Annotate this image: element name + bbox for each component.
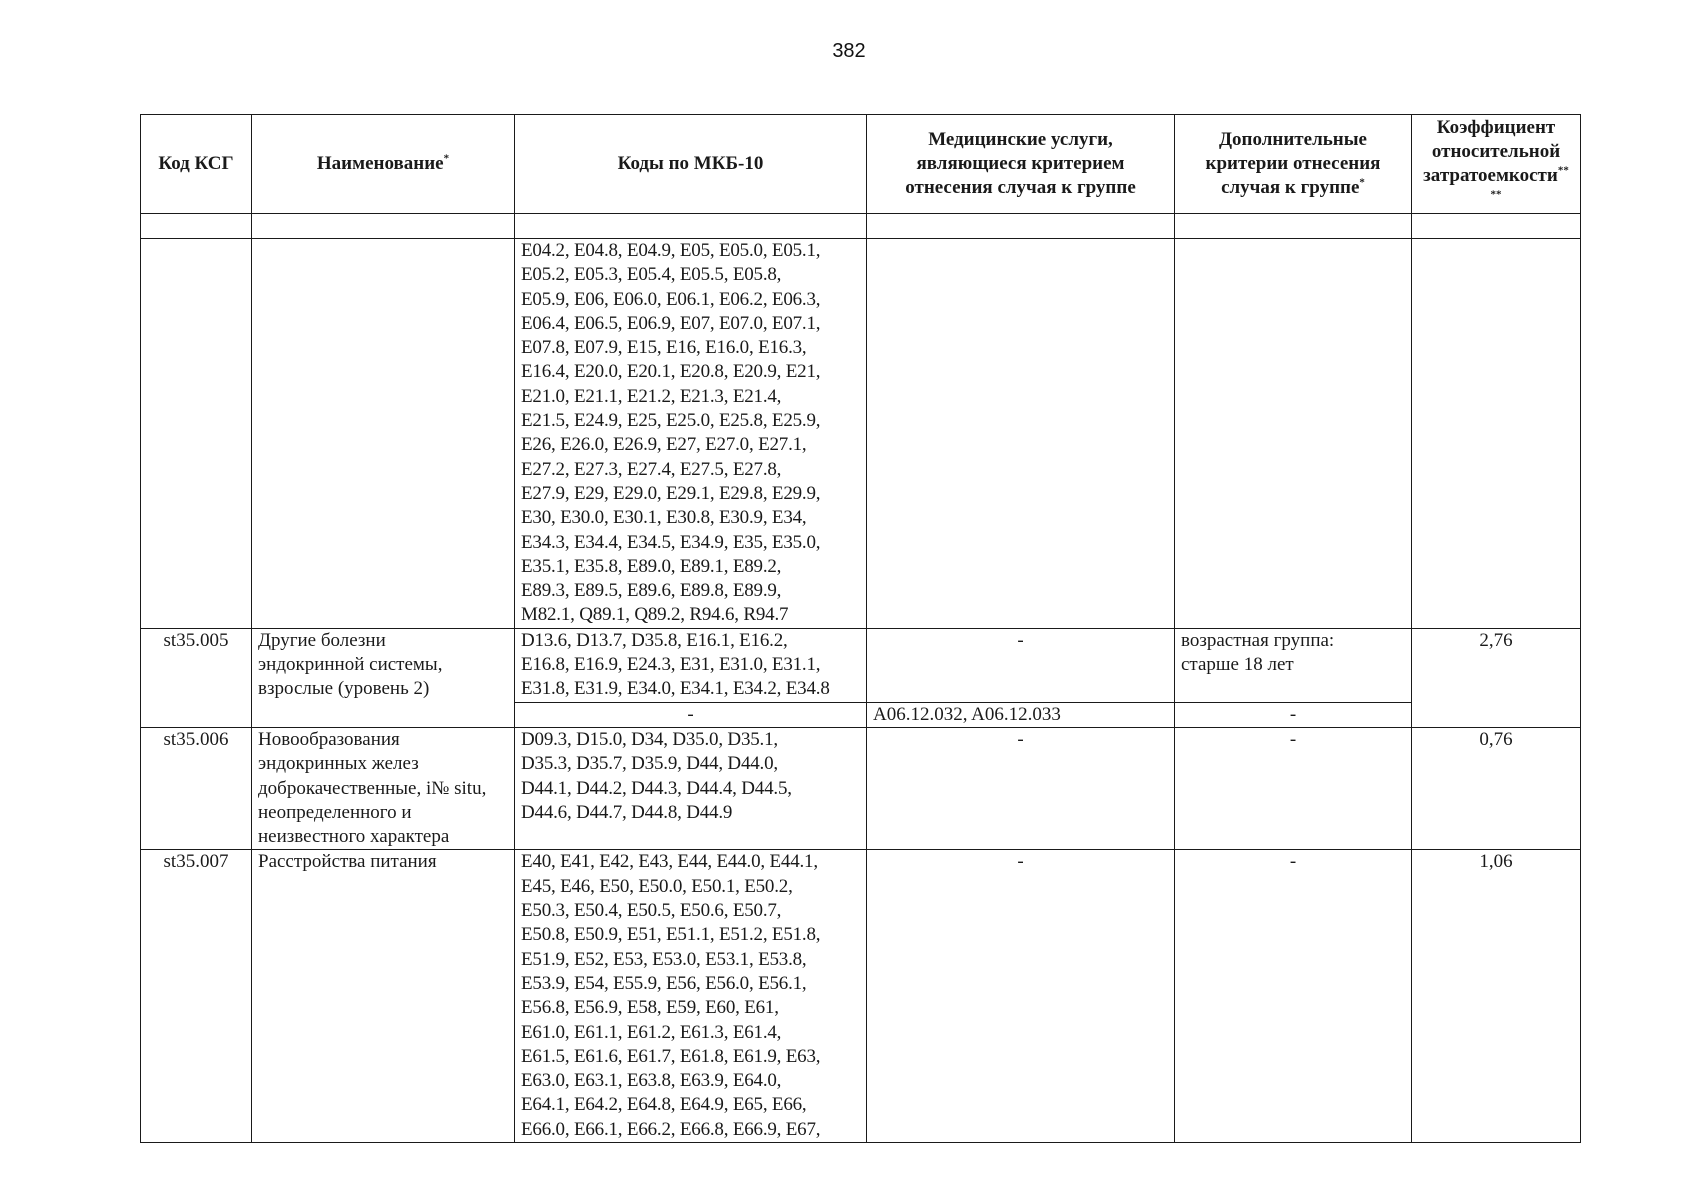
text-line: E30, E30.0, E30.1, E30.8, E30.9, E34,	[521, 507, 807, 529]
text-line: E26, E26.0, E26.9, E27, E27.0, E27.1,	[521, 434, 807, 456]
text-line: D44.1, D44.2, D44.3, D44.4, D44.5,	[521, 777, 792, 799]
text-line: эндокринной системы,	[258, 654, 443, 676]
cell-name	[252, 239, 515, 629]
table-row-st35-007	[141, 850, 1581, 1143]
text-line: E40, E41, E42, E43, E44, E44.0, E44.1,	[521, 851, 818, 873]
cell-icd	[515, 628, 867, 702]
cell-extra: -	[1175, 702, 1412, 727]
text-line: возрастная группа:	[1181, 629, 1335, 651]
text-line: E27.2, E27.3, E27.4, E27.5, E27.8,	[521, 458, 782, 480]
text-line: Другие болезни	[258, 629, 386, 651]
cell-extra: -	[1175, 727, 1412, 849]
cell-code	[141, 239, 252, 629]
cell-extra	[1175, 628, 1412, 702]
text-line: E16.8, E16.9, E24.3, E31, E31.0, E31.1,	[521, 654, 821, 676]
text-line: D44.6, D44.7, D44.8, D44.9	[521, 801, 733, 823]
header-coef: Коэффициент относительной затратоемкости** **	[1412, 115, 1581, 214]
text-line: E53.9, E54, E55.9, E56, E56.0, E56.1,	[521, 972, 807, 994]
text-line: старше 18 лет	[1181, 654, 1294, 676]
text-line: E05.2, E05.3, E05.4, E05.5, E05.8,	[521, 264, 782, 286]
text-line: E31.8, E31.9, E34.0, E34.1, E34.2, E34.8	[521, 678, 830, 700]
text-line: неизвестного характера	[258, 826, 450, 848]
header-code: Код КСГ	[141, 115, 252, 214]
cell-extra: -	[1175, 850, 1412, 1143]
text-line: E56.8, E56.9, E58, E59, E60, E61,	[521, 997, 779, 1019]
text-line: E63.0, E63.1, E63.8, E63.9, E64.0,	[521, 1070, 782, 1092]
spacer-row	[141, 214, 1581, 239]
text-line: E04.2, E04.8, E04.9, E05, E05.0, E05.1,	[521, 240, 821, 261]
text-line: E61.5, E61.6, E61.7, E61.8, E61.9, E63,	[521, 1045, 821, 1067]
ksg-table	[140, 114, 1581, 1143]
footnote-mark: *	[1359, 176, 1365, 189]
cell-name	[252, 727, 515, 849]
text-line: E51.9, E52, E53, E53.0, E53.1, E53.8,	[521, 948, 807, 970]
cell-icd: -	[515, 702, 867, 727]
cell-services: -	[867, 850, 1175, 1143]
text-line: Новообразования	[258, 728, 400, 750]
cell-services: -	[867, 628, 1175, 702]
cell-code: st35.007	[141, 850, 252, 1143]
header-name: Наименование*	[252, 115, 515, 214]
header-icd: Коды по МКБ-10	[515, 115, 867, 214]
text-line: E35.1, E35.8, E89.0, E89.1, E89.2,	[521, 555, 782, 577]
text-line: Расстройства питания	[258, 851, 437, 873]
cell-icd	[515, 850, 867, 1143]
cell-coef	[1412, 239, 1581, 629]
page-number: 382	[832, 40, 866, 62]
text-line: E89.3, E89.5, E89.6, E89.8, E89.9,	[521, 580, 782, 602]
text-line: D09.3, D15.0, D34, D35.0, D35.1,	[521, 728, 778, 750]
text-line: E61.0, E61.1, E61.2, E61.3, E61.4,	[521, 1021, 782, 1043]
cell-icd	[515, 727, 867, 849]
header-services: Медицинские услуги, являющиеся критерием отнесения случая к группе	[867, 115, 1175, 214]
footnote-mark: *	[443, 152, 450, 165]
cell-services: -	[867, 727, 1175, 849]
cell-name	[252, 850, 515, 1143]
text-line: эндокринных желез	[258, 753, 419, 775]
header-extra-criteria: Дополнительные критерии отнесения случая к группе*	[1175, 115, 1412, 214]
footnote-mark: **	[1557, 164, 1569, 177]
text-line: E21.5, E24.9, E25, E25.0, E25.8, E25.9,	[521, 410, 821, 432]
text-line: E16.4, E20.0, E20.1, E20.8, E20.9, E21,	[521, 361, 821, 383]
text-line: E07.8, E07.9, E15, E16, E16.0, E16.3,	[521, 337, 807, 359]
cell-icd	[515, 239, 867, 629]
header-row	[141, 115, 1581, 214]
cell-services: A06.12.032, A06.12.033	[867, 702, 1175, 727]
text-line: E06.4, E06.5, E06.9, E07, E07.0, E07.1,	[521, 312, 821, 334]
cell-code: st35.006	[141, 727, 252, 849]
cell-extra	[1175, 239, 1412, 629]
cell-coef: 2,76	[1412, 628, 1581, 727]
table-row-st35-005	[141, 628, 1581, 702]
text-line: доброкачественные, i№ situ,	[258, 777, 487, 799]
text-line: E45, E46, E50, E50.0, E50.1, E50.2,	[521, 875, 793, 897]
text-line: E34.3, E34.4, E34.5, E34.9, E35, E35.0,	[521, 531, 821, 553]
text-line: E27.9, E29, E29.0, E29.1, E29.8, E29.9,	[521, 482, 821, 504]
cell-coef: 1,06	[1412, 850, 1581, 1143]
text-line: E50.3, E50.4, E50.5, E50.6, E50.7,	[521, 900, 782, 922]
text-line: взрослые (уровень 2)	[258, 678, 430, 700]
cell-code: st35.005	[141, 628, 252, 727]
table-row-continuation	[141, 239, 1581, 629]
text-line: D35.3, D35.7, D35.9, D44, D44.0,	[521, 753, 778, 775]
cell-services	[867, 239, 1175, 629]
text-line: E21.0, E21.1, E21.2, E21.3, E21.4,	[521, 385, 782, 407]
text-line: E05.9, E06, E06.0, E06.1, E06.2, E06.3,	[521, 288, 821, 310]
text-line: D13.6, D13.7, D35.8, E16.1, E16.2,	[521, 629, 788, 651]
text-line: E50.8, E50.9, E51, E51.1, E51.2, E51.8,	[521, 924, 821, 946]
cell-coef: 0,76	[1412, 727, 1581, 849]
footnote-mark: **	[1490, 188, 1502, 201]
text-line: E66.0, E66.1, E66.2, E66.8, E66.9, E67,	[521, 1118, 821, 1140]
table-row-st35-006	[141, 727, 1581, 849]
text-line: E64.1, E64.2, E64.8, E64.9, E65, E66,	[521, 1094, 807, 1116]
text-line: неопределенного и	[258, 801, 412, 823]
cell-name	[252, 628, 515, 727]
text-line: M82.1, Q89.1, Q89.2, R94.6, R94.7	[521, 604, 789, 626]
